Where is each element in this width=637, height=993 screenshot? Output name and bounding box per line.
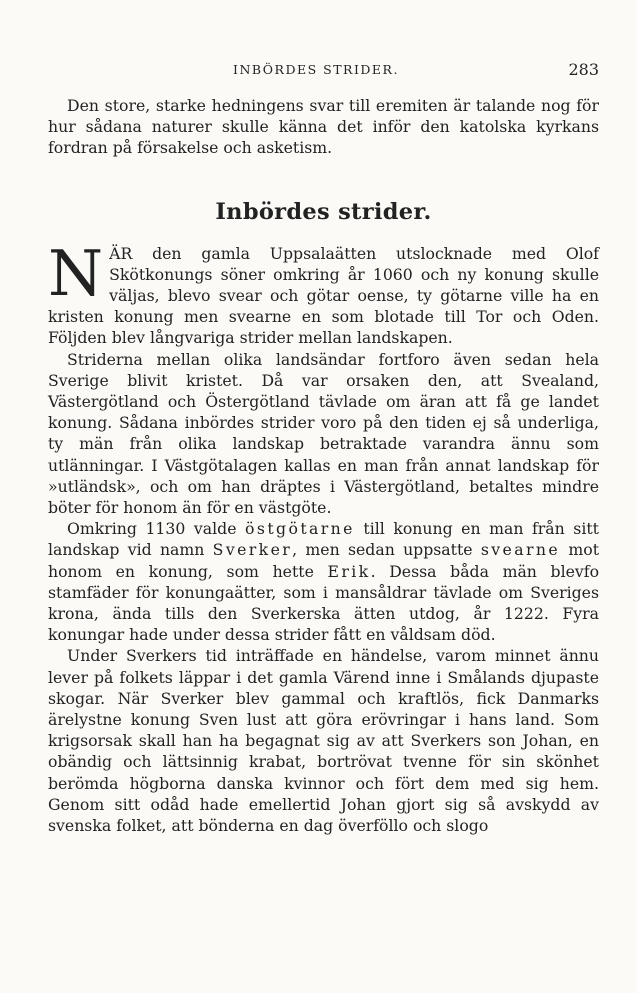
emphasis-sverker: Sverker — [212, 540, 293, 560]
p3-text-2: till konung en man från sitt landskap vid namn — [48, 519, 599, 560]
paragraph-1-text: ÄR den gamla Uppsalaätten utslocknade med Olof Skötkonungs söner omkring år 1060 och ny konung skulle väljas, blevo svear och götar oense, ty götarne ville ha en kristen konung men svearne en som blotade till Tor och Oden. Följden blev långvariga strider mellan landskapen. — [48, 243, 599, 348]
p3-text-1: Omkring 1130 valde — [67, 519, 246, 539]
running-head: INBÖRDES STRIDER. — [233, 62, 399, 77]
page-header — [48, 60, 599, 86]
paragraph-1 — [48, 236, 599, 349]
book-page — [48, 60, 599, 836]
emphasis-ostgotarne: östgötarne — [245, 519, 355, 539]
emphasis-svearne: svearne — [480, 540, 561, 560]
drop-cap: N — [48, 236, 104, 310]
emphasis-erik: Erik — [327, 561, 371, 581]
page-number: 283 — [568, 60, 599, 79]
section-title: Inbördes strider. — [215, 198, 432, 225]
p3-text-3: , men sedan uppsatte — [292, 540, 481, 560]
paragraph-4: Under Sverkers tid inträffade en händelse, varom minnet ännu lever på folkets läppar i det gamla Värend inne i Smålands djupaste skogar. När Sverker blev gammal och kraftlös, fick Danmarks ärelystne konung Sven lust att göra erövringar i hans land. Som krigsorsak skall han ha begagnat sig av att Sverkers son Johan, en obändig och lättsinnig krabat, bortrövat tvenne för sin skönhet berömda högborna danska kvinnor och fört dem med sig hem. Genom sitt odåd hade emellertid Johan gjort sig så avskydd av svenska folket, att bönderna en dag överföllo och slogo — [48, 646, 599, 836]
paragraph-3 — [48, 518, 599, 645]
intro-paragraph: Den store, starke hedningens svar till eremiten är talande nog för hur sådana naturer skulle känna det inför den katolska kyrkans fordran på försakelse och asketism. — [48, 96, 599, 158]
paragraph-2: Striderna mellan olika landsändar fortforo även sedan hela Sverige blivit kristet. Då var orsaken den, att Svealand, Västergötland och Östergötland tävlade om äran att få ge landet konung. Sådana inbördes strider voro på den tiden ej så underliga, ty män från olika landskap betraktade varandra ännu som utlänningar. I Västgötalagen kallas en man från annat landskap för »utländsk», och om han dräptes i Västergötland, betaltes mindre böter för honom än för en västgöte. — [48, 349, 599, 518]
p3-text-5: . Dessa båda män blevfo stamfäder för konungaätter, som i mansåldrar tävlade om Sveriges krona, ända tills den Sverkerska ätten utdog, år 1222. Fyra konungar hade under dessa strider fått en våldsam död. — [48, 561, 600, 645]
p3-text-4: mot honom en konung, som hette — [48, 540, 599, 581]
